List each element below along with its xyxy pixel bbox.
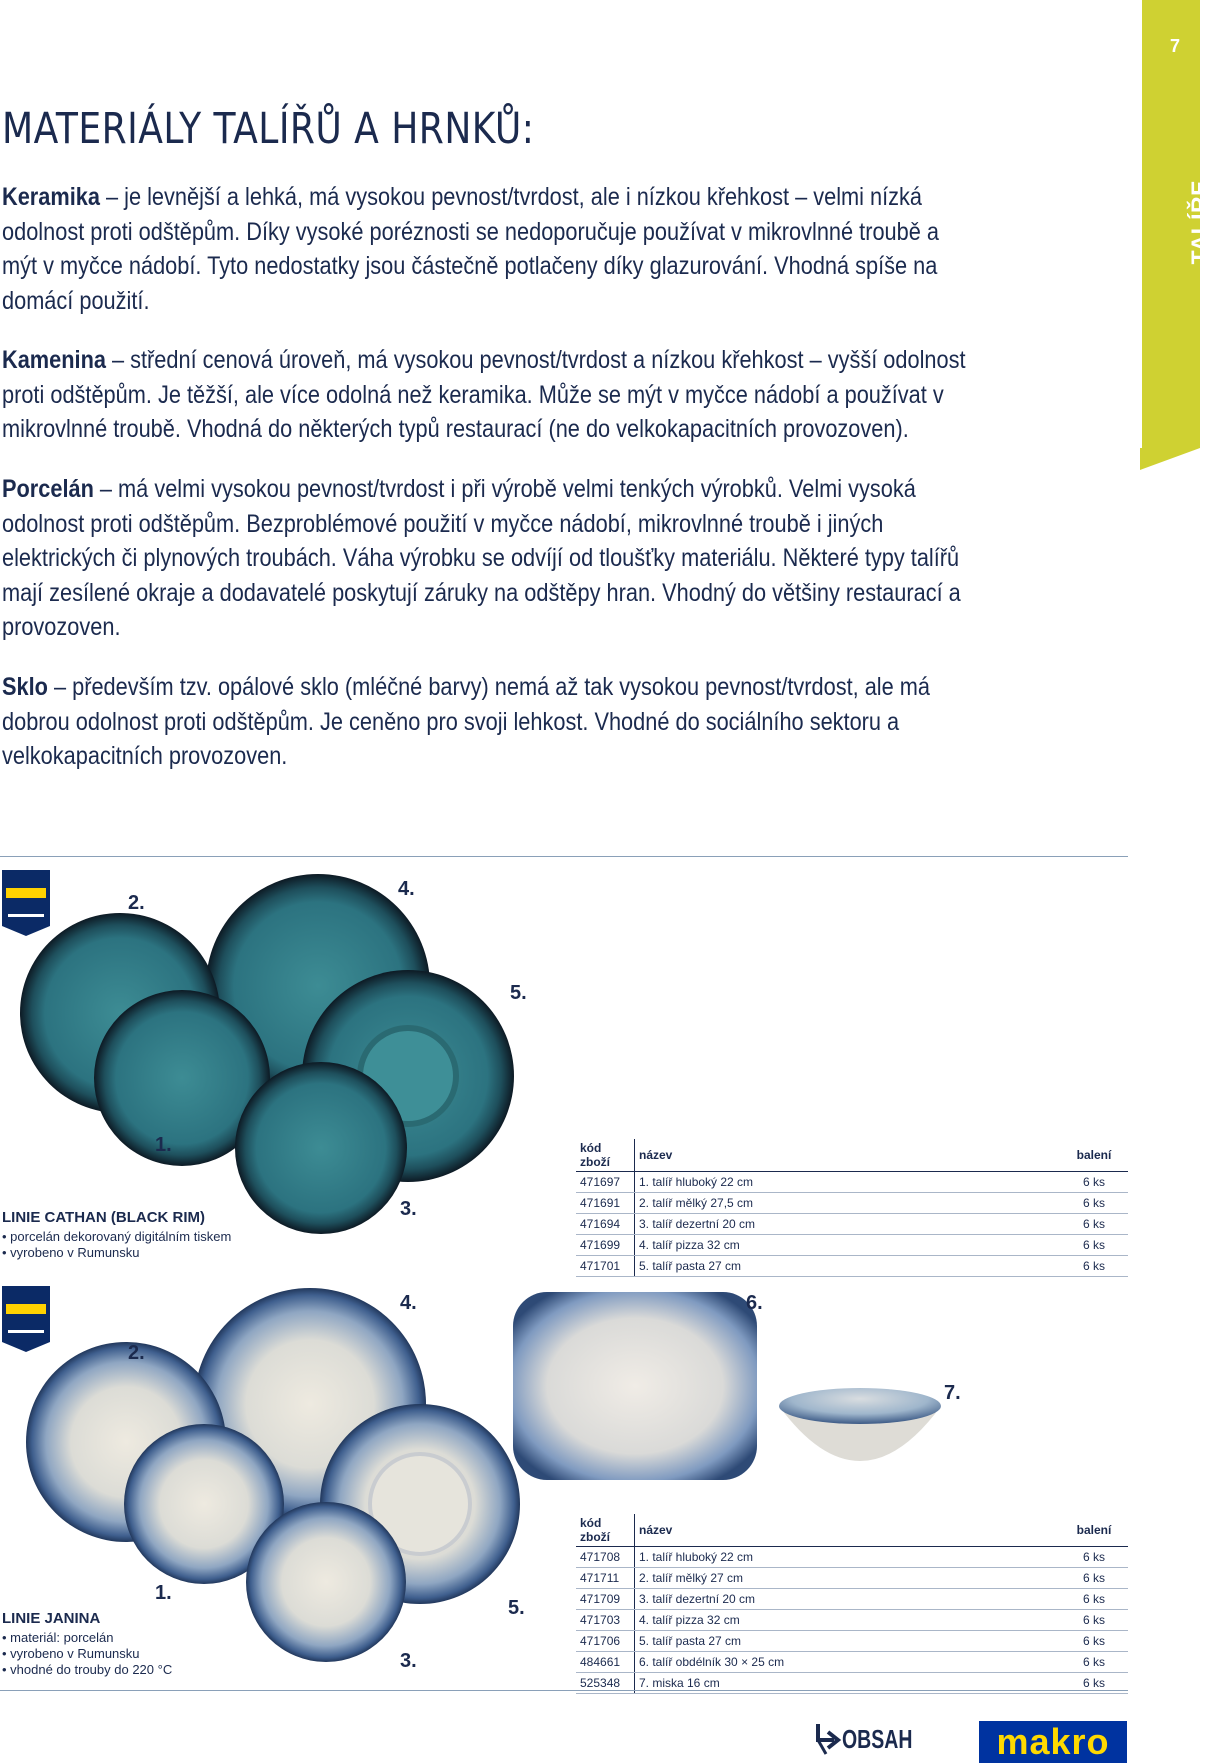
term-porcelan: Porcelán	[2, 475, 94, 503]
plate-label-3: 3.	[400, 1650, 417, 1672]
cell-name: 3. talíř dezertní 20 cm	[635, 1214, 1061, 1235]
table-header-row	[576, 1139, 1128, 1172]
cell-name: 5. talíř pasta 27 cm	[635, 1256, 1061, 1277]
term-kamenina: Kamenina	[2, 346, 106, 374]
makro-logo: makro	[979, 1721, 1127, 1763]
paragraph-keramika	[2, 180, 968, 318]
feature-item: • vyrobeno v Rumunsku	[2, 1245, 231, 1261]
paragraph-porcelan	[2, 472, 968, 645]
term-keramika: Keramika	[2, 183, 100, 211]
cell-pack: 6 ks	[1060, 1256, 1128, 1277]
cell-pack: 6 ks	[1060, 1172, 1128, 1193]
cell-pack: 6 ks	[1060, 1589, 1128, 1610]
cell-code: 471703	[576, 1610, 635, 1631]
table-row	[576, 1631, 1128, 1652]
header-code: kód zboží	[576, 1514, 635, 1547]
product-line-features	[2, 1630, 172, 1678]
plate-label-5: 5.	[508, 1597, 525, 1619]
table-row	[576, 1610, 1128, 1631]
cell-code: 471699	[576, 1235, 635, 1256]
plate-label-4: 4.	[398, 878, 415, 900]
product-table	[576, 1514, 1128, 1694]
feature-item: • porcelán dekorovaný digitálním tiskem	[2, 1229, 231, 1245]
feature-item: • vhodné do trouby do 220 °C	[2, 1662, 172, 1678]
cell-pack: 6 ks	[1060, 1631, 1128, 1652]
feature-item: • materiál: porcelán	[2, 1630, 172, 1646]
cell-code: 471711	[576, 1568, 635, 1589]
table-row	[576, 1193, 1128, 1214]
plate-label-5: 5.	[510, 982, 527, 1004]
cell-pack: 6 ks	[1060, 1610, 1128, 1631]
cell-pack: 6 ks	[1060, 1214, 1128, 1235]
product-table	[576, 1139, 1128, 1277]
table-row	[576, 1589, 1128, 1610]
cell-code: 484661	[576, 1652, 635, 1673]
cell-pack: 6 ks	[1060, 1547, 1128, 1568]
cell-pack: 6 ks	[1060, 1193, 1128, 1214]
header-code: kód zboží	[576, 1139, 635, 1172]
paragraph-kamenina	[2, 343, 968, 447]
text-kamenina: – střední cenová úroveň, má vysokou pevnost/tvrdost a nízkou křehkost – vyšší odolnost proti odštěpům. Je těžší, ale více odolná než keramika. Může se mýt v myčce nádobí a používat v mikrovlnné troubě. Vhodná do některých typů restaurací (ne do velkokapacitních provozoven).	[2, 346, 966, 443]
return-arrow-icon	[812, 1722, 842, 1756]
table-row	[576, 1214, 1128, 1235]
cell-name: 3. talíř dezertní 20 cm	[635, 1589, 1061, 1610]
cell-code: 525348	[576, 1673, 635, 1694]
table-row	[576, 1235, 1128, 1256]
table-row	[576, 1652, 1128, 1673]
cell-name: 7. miska 16 cm	[635, 1673, 1061, 1694]
cathan-plates-photo	[30, 868, 560, 1238]
table-row	[576, 1172, 1128, 1193]
obsah-label: OBSAH	[842, 1723, 913, 1754]
header-pack: balení	[1060, 1139, 1128, 1172]
text-sklo: – především tzv. opálové sklo (mléčné barvy) nemá až tak vysokou pevnost/tvrdost, ale má dobrou odolnost proti odštěpům. Je ceněno pro svoji lehkost. Vhodné do sociálního sektoru a velkokapacitních provozoven.	[2, 673, 931, 770]
cell-name: 5. talíř pasta 27 cm	[635, 1631, 1061, 1652]
cell-code: 471709	[576, 1589, 635, 1610]
cell-code: 471708	[576, 1547, 635, 1568]
rectangular-plate-photo	[505, 1286, 765, 1486]
table-of-contents-link[interactable]	[812, 1722, 936, 1756]
cell-pack: 6 ks	[1060, 1235, 1128, 1256]
bowl-label-7: 7.	[944, 1382, 961, 1404]
janina-plates-photo	[30, 1282, 560, 1667]
cell-pack: 6 ks	[1060, 1652, 1128, 1673]
table-row	[576, 1256, 1128, 1277]
section-divider	[0, 856, 1128, 857]
table-row	[576, 1568, 1128, 1589]
plate-label-3: 3.	[400, 1198, 417, 1220]
cell-name: 1. talíř hluboký 22 cm	[635, 1172, 1061, 1193]
cell-code: 471697	[576, 1172, 635, 1193]
table-row	[576, 1547, 1128, 1568]
plate-label-2: 2.	[128, 892, 145, 914]
bowl-photo	[775, 1386, 945, 1476]
text-keramika: – je levnější a lehká, má vysokou pevnost/tvrdost, ale i nízkou křehkost – velmi nízká odolnost proti odštěpům. Díky vysoké poréznosti se nedoporučuje používat v mikrovlnné troubě a mýt v myčce nádobí. Tyto nedostatky jsou částečně potlačeny díky glazurování. Vhodná spíše na domácí použití.	[2, 183, 939, 315]
cell-name: 4. talíř pizza 32 cm	[635, 1235, 1061, 1256]
page-title: MATERIÁLY TALÍŘŮ A HRNKŮ:	[2, 104, 535, 154]
cell-pack: 6 ks	[1060, 1568, 1128, 1589]
section-divider	[0, 1690, 1128, 1691]
chapter-label: TALÍŘE	[1186, 180, 1212, 265]
plate-label-1: 1.	[155, 1134, 172, 1156]
cell-code: 471701	[576, 1256, 635, 1277]
plate-label-6: 6.	[746, 1292, 763, 1314]
product-line-title: LINIE CATHAN (BLACK RIM)	[2, 1209, 206, 1226]
page-number: 7	[1169, 36, 1180, 56]
product-line-title: LINIE JANINA	[2, 1610, 101, 1627]
plate-label-4: 4.	[400, 1292, 417, 1314]
cell-code: 471694	[576, 1214, 635, 1235]
chapter-tab[interactable]	[1140, 0, 1212, 470]
text-porcelan: – má velmi vysokou pevnost/tvrdost i při výrobě velmi tenkých výrobků. Velmi vysoká odolnost proti odštěpům. Bezproblémové použití v myčce nádobí, mikrovlnné troubě i jiných elektrických či plynových troubách. Váha výrobku se odvíjí od tloušťky materiálu. Některé typy talířů mají zesílené okraje a dodavatelé poskytují záruky na odštěpy hran. Vhodný do většiny restaurací a provozoven.	[2, 475, 961, 641]
product-line-features	[2, 1229, 231, 1261]
cell-name: 4. talíř pizza 32 cm	[635, 1610, 1061, 1631]
cell-name: 1. talíř hluboký 22 cm	[635, 1547, 1061, 1568]
plate-label-1: 1.	[155, 1582, 172, 1604]
cell-pack: 6 ks	[1060, 1673, 1128, 1694]
cell-name: 6. talíř obdélník 30 × 25 cm	[635, 1652, 1061, 1673]
header-name: název	[635, 1514, 1061, 1547]
table-header-row	[576, 1514, 1128, 1547]
plate-label-2: 2.	[128, 1342, 145, 1364]
feature-item: • vyrobeno v Rumunsku	[2, 1646, 172, 1662]
term-sklo: Sklo	[2, 673, 48, 701]
header-name: název	[635, 1139, 1061, 1172]
paragraph-sklo	[2, 670, 968, 774]
cell-name: 2. talíř mělký 27 cm	[635, 1568, 1061, 1589]
cell-name: 2. talíř mělký 27,5 cm	[635, 1193, 1061, 1214]
cell-code: 471706	[576, 1631, 635, 1652]
header-pack: balení	[1060, 1514, 1128, 1547]
cell-code: 471691	[576, 1193, 635, 1214]
